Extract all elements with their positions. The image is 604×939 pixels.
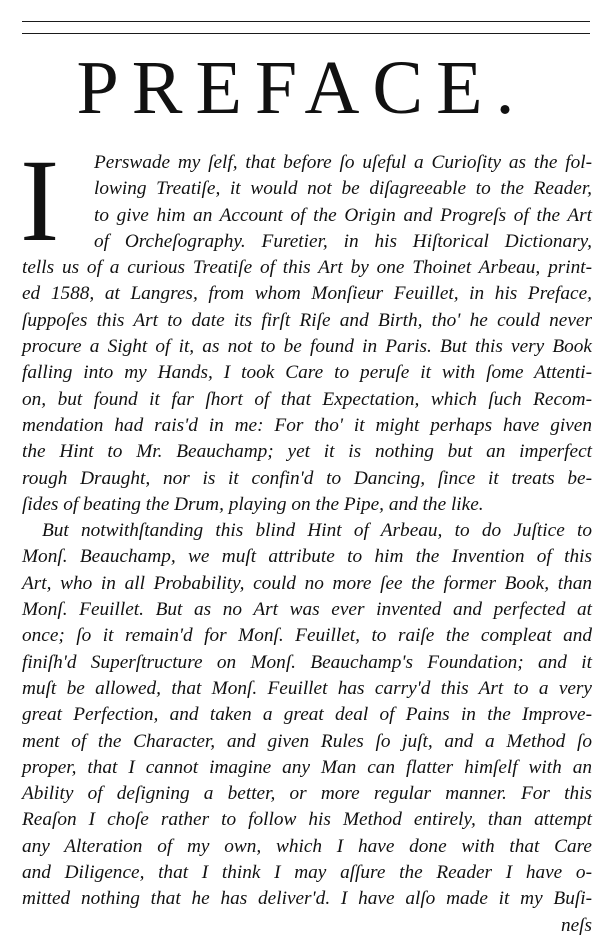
text-line: rough Draught, nor is it confin'd to Dancing, ſince it treats be- [22, 467, 592, 489]
text-line: Art, who in all Probability, could no more ſee the former Book, than [22, 572, 592, 594]
body-text [20, 135, 592, 939]
second-rule [22, 33, 590, 34]
text-line: finiſh'd Superſtructure on Monſ. Beauchamp's Foundation; and it [22, 651, 592, 673]
text-line: ment of the Character, and given Rules ſo juſt, and a Method ſo [22, 730, 592, 752]
text-line: falling into my Hands, I took Care to peruſe it with ſome Attenti- [22, 362, 592, 384]
text-line: to give him an Account of the Origin and Progreſs of the Art [94, 204, 592, 226]
text-line: mendation had rais'd in me: For tho' it might perhaps have given [22, 414, 592, 436]
text-line: of Orcheſography. Furetier, in his Hiſtorical Dictionary, [94, 230, 592, 252]
text-line: Perswade my ſelf, that before ſo uſeful a Curioſity as the fol- [94, 152, 592, 173]
text-line: any Alteration of my own, which I have done with that Care [22, 835, 592, 857]
text-line: proper, that I cannot imagine any Man can flatter himſelf with an [22, 756, 592, 778]
text-line: muſt be allowed, that Monſ. Feuillet has carry'd this Art to a very [22, 677, 592, 699]
text-line: on, but found it far ſhort of that Expectation, which ſuch Recom- [22, 388, 592, 410]
text-line: ed 1588, at Langres, from whom Monſieur Feuillet, in his Preface, [22, 283, 592, 305]
text-line: mitted nothing that he has deliver'd. I have alſo made it my Buſi- [22, 888, 592, 910]
text-line: ſides of beating the Drum, playing on the Pipe, and the like. [22, 493, 484, 515]
text-line: tells us of a curious Treatiſe of this Art by one Thoinet Arbeau, print- [22, 257, 592, 279]
top-rule [22, 21, 590, 22]
text-line: Monſ. Beauchamp, we muſt attribute to him the Invention of this [22, 546, 592, 568]
text-line: the Hint to Mr. Beauchamp; yet it is nothing but an imperfect [22, 441, 592, 463]
text-line: Ability of deſigning a better, or more regular manner. For this [22, 783, 592, 805]
text-line: great Perfection, and taken a great deal of Pains in the Improve- [22, 704, 592, 726]
page-title: PREFACE. [76, 46, 528, 130]
text-line: and Diligence, that I think I may aſſure the Reader I have o- [22, 862, 592, 884]
text-line: once; ſo it remain'd for Monſ. Feuillet, to raiſe the compleat and [22, 625, 592, 647]
text-line: lowing Treatiſe, it would not be diſagreeable to the Reader, [94, 178, 592, 200]
text-line: ſuppoſes this Art to date its firſt Riſe and Birth, tho' he could never [22, 309, 592, 331]
catchword: neſs [560, 914, 592, 936]
text-line: Monſ. Feuillet. But as no Art was ever invented and perfected at [22, 599, 592, 621]
drop-capital: I [20, 135, 60, 266]
text-line: Reaſon I choſe rather to follow his Method entirely, than attempt [22, 809, 592, 831]
text-line: But notwithſtanding this blind Hint of Arbeau, to do Juſtice to [42, 520, 592, 542]
text-line: procure a Sight of it, as not to be found in Paris. But this very Book [22, 336, 592, 358]
